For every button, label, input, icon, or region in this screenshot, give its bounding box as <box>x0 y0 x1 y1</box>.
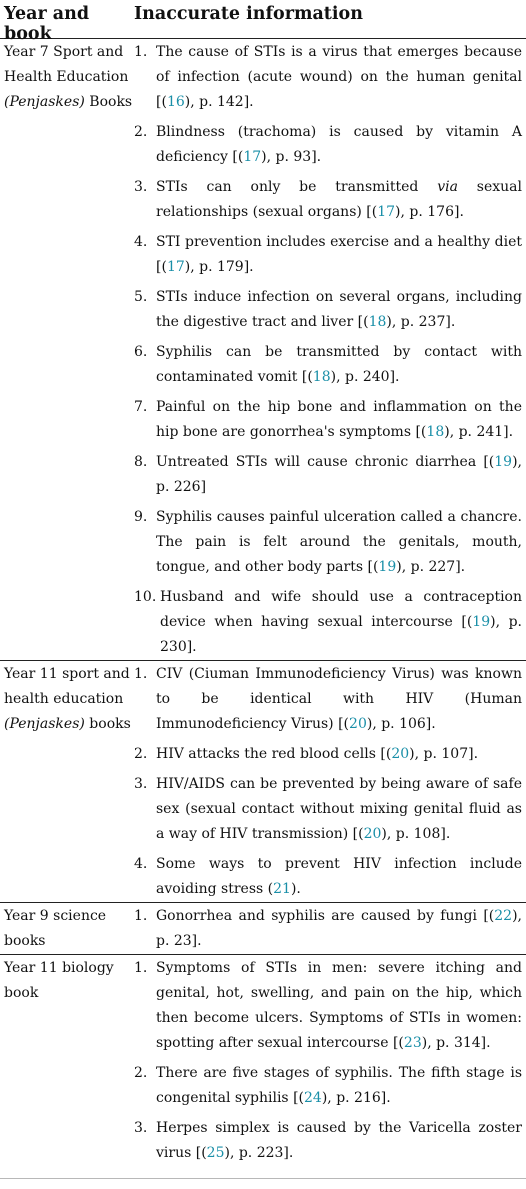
reference-link[interactable]: 16 <box>166 94 185 110</box>
information-list <box>134 662 522 902</box>
item-text <box>156 1116 522 1166</box>
book-cell <box>0 661 134 737</box>
item-number: 2. <box>134 124 148 140</box>
item-text <box>156 395 522 445</box>
item-text <box>156 956 522 1056</box>
information-cell <box>134 955 526 1166</box>
item-text-part: The cause of STIs is a virus that emerges because of infection (acute wound) on the human genital [( <box>156 44 522 110</box>
list-item <box>134 956 522 1056</box>
item-number: 6. <box>134 344 148 360</box>
item-text-part: ), p. 216]. <box>321 1090 391 1106</box>
reference-link[interactable]: 25 <box>206 1145 225 1161</box>
item-text <box>156 175 522 225</box>
row-divider <box>0 1178 526 1179</box>
item-text-part: Herpes simplex is caused by the Varicella zoster virus [( <box>156 1120 522 1161</box>
item-text <box>156 1061 522 1111</box>
item-text-part: Untreated STIs will cause chronic diarrhea [( <box>156 454 495 470</box>
header-inaccurate-information: Inaccurate information <box>134 4 363 24</box>
item-text-part: sexual relationships (sexual organs) [( <box>156 179 523 220</box>
list-item <box>134 1061 522 1111</box>
item-text-part: Gonorrhea and syphilis are caused by fungi [( <box>156 908 495 924</box>
item-text-part: Syphilis can be transmitted by contact with contaminated vomit [( <box>156 344 522 385</box>
list-item <box>134 340 522 390</box>
item-number: 7. <box>134 399 148 415</box>
item-text-part: ), p. 223]. <box>224 1145 294 1161</box>
information-list <box>134 956 522 1166</box>
reference-link[interactable]: 17 <box>166 259 185 275</box>
item-text-part: ), p. 241]. <box>444 424 514 440</box>
list-item <box>134 852 522 902</box>
item-number: 4. <box>134 856 148 872</box>
table-row <box>0 661 526 902</box>
item-number: 3. <box>134 179 148 195</box>
item-number: 1. <box>134 666 148 682</box>
book-title: Year 11 biology book <box>4 960 114 1001</box>
item-text-part: Some ways to prevent HIV infection include avoiding stress ( <box>156 856 522 897</box>
information-cell <box>134 903 526 954</box>
item-text <box>156 772 522 847</box>
item-text-part: ), p. 23]. <box>156 908 522 949</box>
item-number: 4. <box>134 234 148 250</box>
reference-link[interactable]: 23 <box>403 1035 422 1051</box>
item-text-part: ), p. 227]. <box>396 559 466 575</box>
item-number: 8. <box>134 454 148 470</box>
list-item <box>134 904 522 954</box>
reference-link[interactable]: 19 <box>472 614 491 630</box>
item-text-part: There are five stages of syphilis. The fifth stage is congenital syphilis [( <box>156 1065 522 1106</box>
item-text-part: STIs can only be transmitted <box>156 179 438 195</box>
information-list <box>134 904 522 954</box>
item-text <box>156 230 522 280</box>
list-item <box>134 662 522 737</box>
table-row <box>0 955 526 1166</box>
list-item <box>134 395 522 445</box>
reference-link[interactable]: 24 <box>304 1090 322 1106</box>
item-text <box>156 662 522 737</box>
table-body <box>0 39 526 1179</box>
item-number: 10. <box>134 589 157 605</box>
item-text <box>156 852 522 902</box>
item-text-part: Blindness (trachoma) is caused by vitamin A deficiency [( <box>156 124 522 165</box>
information-cell <box>134 661 526 902</box>
item-text-part: Syphilis causes painful ulceration called a chancre. The pain is felt around the genitals, mouth, tongue, and other body parts [( <box>156 509 522 575</box>
item-number: 1. <box>134 44 148 60</box>
list-item <box>134 772 522 847</box>
item-text-part: ), p. 93]. <box>261 149 322 165</box>
information-list <box>134 40 522 660</box>
item-number: 9. <box>134 509 148 525</box>
book-cell <box>0 955 134 1006</box>
list-item <box>134 585 522 660</box>
item-text-part: Husband and wife should use a contraception device when having sexual intercourse [( <box>160 589 522 630</box>
item-text <box>156 120 522 170</box>
book-title: Year 9 science books <box>4 908 107 949</box>
item-number: 3. <box>134 1120 148 1136</box>
item-text <box>160 585 522 660</box>
header-year-and-book: Year and book <box>4 4 90 44</box>
list-item <box>134 40 522 115</box>
item-number: 1. <box>134 960 148 976</box>
item-text <box>156 742 522 767</box>
item-text <box>156 904 522 954</box>
item-text-part: Painful on the hip bone and inflammation on the hip bone are gonorrhea's symptoms [( <box>156 399 522 440</box>
reference-link[interactable]: 20 <box>363 826 382 842</box>
book-cell <box>0 903 134 954</box>
list-item <box>134 450 522 500</box>
item-text-part: CIV (Ciuman Immunodeficiency Virus) was known to be identical with HIV (Human Immunodeficiency Virus) [( <box>156 666 522 732</box>
item-text <box>156 450 522 500</box>
list-item <box>134 505 522 580</box>
book-title-italic: (Penjaskes) <box>4 94 85 110</box>
reference-link[interactable]: 22 <box>494 908 513 924</box>
reference-link[interactable]: 20 <box>349 716 367 732</box>
book-title-tail: books <box>89 716 131 732</box>
item-text-part: Symptoms of STIs in men: severe itching and genital, hot, swelling, and pain on the hip, which then become ulcers. Symptoms of STIs in women: spotting after sexual intercourse [( <box>156 960 522 1051</box>
book-title-italic: (Penjaskes) <box>4 716 85 732</box>
item-text-part: HIV/AIDS can be prevented by being aware of safe sex (sexual contact without mixing genital fluid as a way of HIV transmission) [( <box>156 776 522 842</box>
item-number: 2. <box>134 1065 148 1081</box>
book-title-tail: Books <box>89 94 133 110</box>
reference-link[interactable]: 18 <box>312 369 331 385</box>
reference-link[interactable]: 19 <box>494 454 513 470</box>
item-text-part: STIs induce infection on several organs, including the digestive tract and liver [( <box>156 289 522 330</box>
table-row <box>0 39 526 660</box>
reference-link[interactable]: 17 <box>243 149 262 165</box>
item-text <box>156 505 522 580</box>
reference-link[interactable]: 18 <box>368 314 387 330</box>
item-text-italic: via <box>437 179 458 195</box>
item-text-part: ), p. 176]. <box>395 204 464 220</box>
item-text-part: HIV attacks the red blood cells [( <box>156 746 392 762</box>
item-text-part: ), p. 108]. <box>381 826 451 842</box>
item-number: 2. <box>134 746 148 762</box>
list-item <box>134 120 522 170</box>
reference-link[interactable]: 21 <box>273 881 291 897</box>
item-text-part: ), p. 142]. <box>184 94 254 110</box>
item-text-part: ), p. 179]. <box>184 259 254 275</box>
list-item <box>134 742 522 767</box>
reference-link[interactable]: 19 <box>378 559 397 575</box>
item-text-part: ), p. 107]. <box>409 746 479 762</box>
item-text-part: ), p. 240]. <box>330 369 400 385</box>
book-title: Year 7 Sport and Health Education <box>4 44 129 85</box>
item-number: 3. <box>134 776 148 792</box>
item-text-part: ), p. 230]. <box>160 614 522 655</box>
list-item <box>134 1116 522 1166</box>
item-text <box>156 285 522 335</box>
reference-link[interactable]: 17 <box>377 204 396 220</box>
table-row <box>0 903 526 954</box>
item-text-part: ), p. 237]. <box>386 314 456 330</box>
item-text-part: STI prevention includes exercise and a healthy diet [( <box>156 234 522 275</box>
item-text-part: ), p. 226] <box>156 454 522 495</box>
table-header <box>0 0 526 44</box>
list-item <box>134 285 522 335</box>
reference-link[interactable]: 18 <box>426 424 445 440</box>
item-text <box>156 340 522 390</box>
item-number: 5. <box>134 289 148 305</box>
book-cell <box>0 39 134 115</box>
item-text-part: ), p. 106]. <box>366 716 436 732</box>
item-text-part: ), p. 314]. <box>421 1035 491 1051</box>
reference-link[interactable]: 20 <box>391 746 410 762</box>
book-title: Year 11 sport and health education <box>4 666 130 707</box>
item-text <box>156 40 522 115</box>
list-item <box>134 175 522 225</box>
item-number: 1. <box>134 908 148 924</box>
list-item <box>134 230 522 280</box>
information-cell <box>134 39 526 660</box>
item-text-part: ). <box>290 881 301 897</box>
